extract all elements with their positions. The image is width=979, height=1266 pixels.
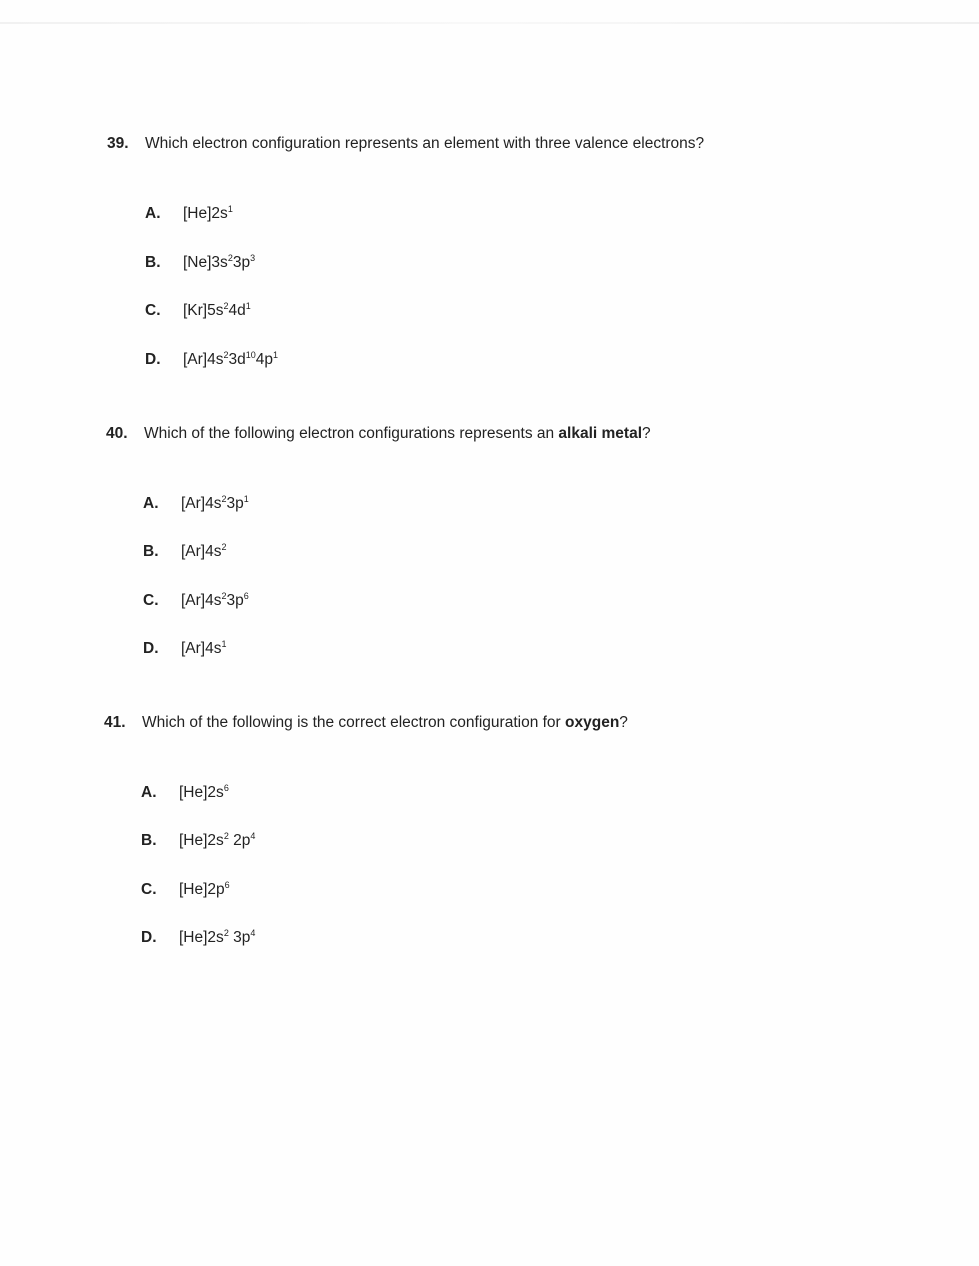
formula-text: [He]2s bbox=[179, 784, 224, 801]
question-40-choice-c[interactable] bbox=[143, 591, 249, 611]
formula-superscript: 6 bbox=[224, 880, 230, 890]
question-39-stem bbox=[107, 134, 704, 154]
formula-superscript: 3 bbox=[250, 253, 256, 263]
formula-superscript: 2 bbox=[221, 591, 227, 601]
formula-superscript: 2 bbox=[223, 831, 229, 841]
formula-superscript: 1 bbox=[273, 350, 279, 360]
question-41-keyword: oxygen bbox=[565, 714, 620, 731]
formula-text: 3d bbox=[228, 351, 246, 368]
formula-superscript: 6 bbox=[243, 591, 249, 601]
question-39-choice-a[interactable] bbox=[145, 204, 233, 224]
formula-text: [He]2p bbox=[179, 881, 225, 898]
choice-letter: A. bbox=[141, 784, 157, 801]
choice-formula bbox=[183, 351, 278, 368]
question-41-choice-d[interactable] bbox=[141, 928, 255, 948]
formula-superscript: 2 bbox=[223, 350, 229, 360]
choice-formula bbox=[179, 784, 229, 801]
choice-formula bbox=[179, 832, 255, 849]
question-40-number: 40. bbox=[106, 425, 128, 442]
formula-text: 3p bbox=[232, 254, 251, 271]
formula-superscript: 4 bbox=[250, 928, 256, 938]
formula-text: [Ar]4s bbox=[181, 495, 222, 512]
choice-letter: C. bbox=[141, 881, 157, 898]
formula-superscript: 2 bbox=[223, 928, 229, 938]
question-41-choice-a[interactable] bbox=[141, 783, 229, 803]
choice-letter: C. bbox=[143, 592, 159, 609]
choice-letter: B. bbox=[143, 543, 159, 560]
choice-formula bbox=[181, 495, 249, 512]
choice-letter: C. bbox=[145, 302, 161, 319]
choice-letter: D. bbox=[143, 640, 159, 657]
formula-text: 4p bbox=[255, 351, 274, 368]
choice-formula bbox=[183, 302, 251, 319]
formula-superscript: 10 bbox=[245, 350, 256, 360]
formula-text: [Ar]4s bbox=[183, 351, 224, 368]
choice-formula bbox=[179, 881, 230, 898]
question-41-number: 41. bbox=[104, 714, 126, 731]
formula-text: 3p bbox=[228, 929, 251, 946]
choice-letter: A. bbox=[143, 495, 159, 512]
question-40-keyword: alkali metal bbox=[558, 425, 642, 442]
formula-superscript: 1 bbox=[245, 301, 251, 311]
question-40-text-after: ? bbox=[642, 425, 651, 442]
formula-text: [Ar]4s bbox=[181, 640, 222, 657]
question-40-stem bbox=[106, 424, 651, 444]
question-41-choice-c[interactable] bbox=[141, 880, 230, 900]
question-40-choice-d[interactable] bbox=[143, 639, 227, 659]
question-40-text-before: Which of the following electron configurations represents an bbox=[144, 425, 559, 442]
formula-superscript: 6 bbox=[223, 783, 229, 793]
choice-letter: D. bbox=[141, 929, 157, 946]
formula-superscript: 1 bbox=[227, 204, 233, 214]
question-41-choice-b[interactable] bbox=[141, 831, 255, 851]
formula-text: 3p bbox=[226, 495, 244, 512]
choice-letter: B. bbox=[145, 254, 161, 271]
formula-superscript: 2 bbox=[223, 301, 229, 311]
choice-formula bbox=[181, 543, 227, 560]
formula-text: 4d bbox=[228, 302, 246, 319]
formula-superscript: 4 bbox=[250, 831, 256, 841]
choice-letter: D. bbox=[145, 351, 161, 368]
question-41-text-after: ? bbox=[619, 714, 628, 731]
question-39-choice-d[interactable] bbox=[145, 350, 278, 370]
choice-formula bbox=[181, 640, 227, 657]
question-39-text: Which electron configuration represents an element with three valence electrons? bbox=[145, 135, 705, 152]
formula-text: [Ar]4s bbox=[181, 592, 222, 609]
formula-text: [He]2s bbox=[179, 929, 224, 946]
formula-text: [He]2s bbox=[179, 832, 224, 849]
choice-formula bbox=[183, 254, 255, 271]
formula-text: [He]2s bbox=[183, 205, 228, 222]
formula-text: [Ar]4s bbox=[181, 543, 222, 560]
formula-superscript: 2 bbox=[221, 494, 227, 504]
question-40-choice-b[interactable] bbox=[143, 542, 227, 562]
formula-text: [Kr]5s bbox=[183, 302, 224, 319]
question-39-choice-c[interactable] bbox=[145, 301, 251, 321]
choice-formula bbox=[179, 929, 255, 946]
choice-formula bbox=[183, 205, 233, 222]
formula-superscript: 2 bbox=[221, 542, 227, 552]
question-39-choice-b[interactable] bbox=[145, 253, 255, 273]
choice-letter: B. bbox=[141, 832, 157, 849]
choice-letter: A. bbox=[145, 205, 161, 222]
formula-superscript: 1 bbox=[221, 639, 227, 649]
formula-text: [Ne]3s bbox=[183, 254, 228, 271]
formula-text: 2p bbox=[228, 832, 251, 849]
formula-superscript: 2 bbox=[227, 253, 233, 263]
question-40-choice-a[interactable] bbox=[143, 494, 249, 514]
question-41-text-before: Which of the following is the correct electron configuration for bbox=[142, 714, 566, 731]
formula-superscript: 1 bbox=[243, 494, 249, 504]
question-39-number: 39. bbox=[107, 135, 129, 152]
formula-text: 3p bbox=[226, 592, 244, 609]
choice-formula bbox=[181, 592, 249, 609]
scan-edge-line bbox=[0, 22, 979, 24]
question-41-stem bbox=[104, 713, 628, 733]
